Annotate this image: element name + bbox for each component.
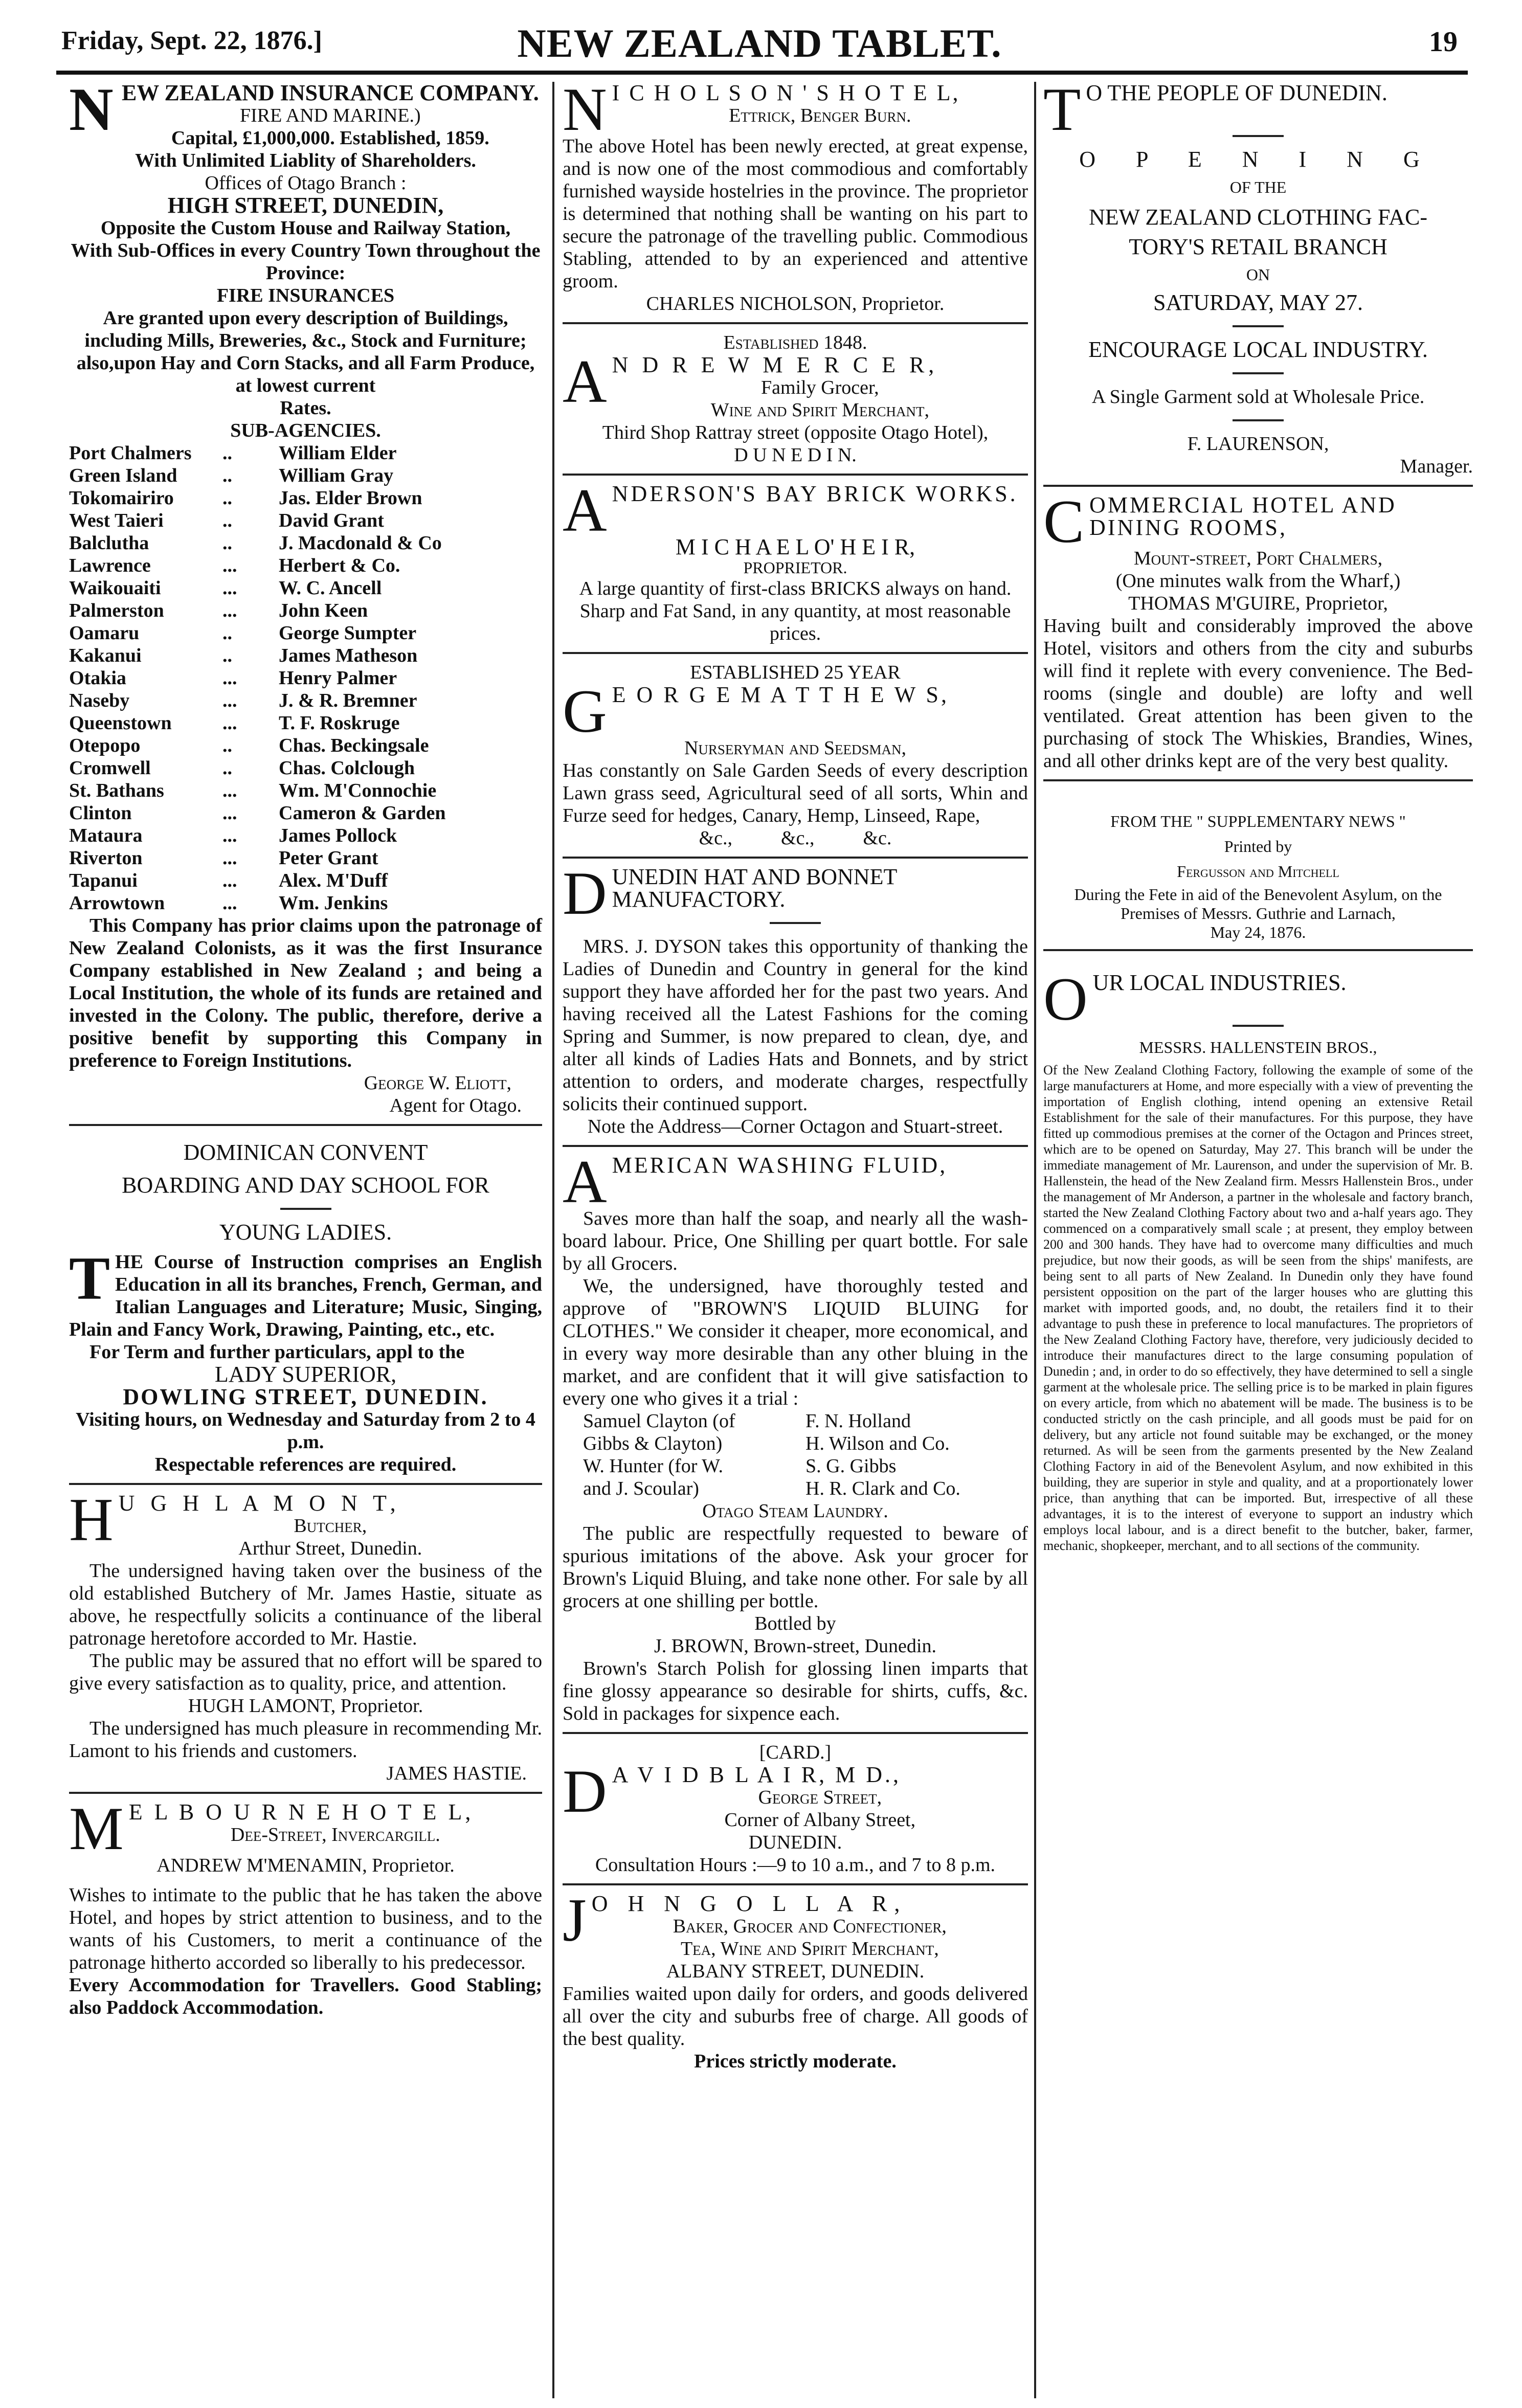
column-2 xyxy=(563,75,1028,2080)
office-location: Opposite the Custom House and Railway Station, xyxy=(100,217,511,239)
drop-cap: G xyxy=(563,677,607,745)
page-header xyxy=(61,20,1458,66)
agency-agent: Herbert & Co. xyxy=(279,555,400,576)
agency-agent: Alex. M'Duff xyxy=(279,870,388,891)
subagencies-heading: SUB-AGENCIES. xyxy=(230,420,381,441)
agency-leader: ... xyxy=(222,802,237,824)
ad-subtitle: FIRE AND MARINE.) xyxy=(240,105,421,126)
agency-agent: J. Macdonald & Co xyxy=(279,532,442,554)
agency-leader: ... xyxy=(222,667,237,689)
short-rule xyxy=(1233,135,1284,137)
short-rule xyxy=(1233,419,1284,421)
agency-agent: William Gray xyxy=(279,465,394,486)
drop-cap: T xyxy=(69,1244,110,1312)
agency-agent: W. C. Ancell xyxy=(279,577,382,599)
ad-body-4: Brown's Starch Polish for glossing linen imparts that fine glossy appearance so desirable for shirts, cuffs, &c. Sold in packages for sixpence each. xyxy=(563,1658,1028,1724)
agency-place: Oamaru xyxy=(69,622,140,644)
agency-leader: .. xyxy=(222,757,232,779)
ad-title: N D R E W M E R C E R, xyxy=(612,352,938,377)
ad-separator xyxy=(563,857,1028,859)
agency-leader: ... xyxy=(222,892,237,914)
testimonial-name: S. G. Gibbs xyxy=(805,1455,897,1477)
supplementary-news-note xyxy=(1043,812,1473,942)
ad-dominican-convent xyxy=(69,1141,542,1476)
proprietor: THOMAS M'GUIRE, Proprietor, xyxy=(1128,593,1388,614)
agency-leader: .. xyxy=(222,622,232,644)
agency-leader: .. xyxy=(222,510,232,531)
ad-separator xyxy=(563,474,1028,476)
agency-place: Tokomairiro xyxy=(69,487,174,509)
ad-commercial-hotel xyxy=(1043,487,1473,772)
ad-separator xyxy=(69,1792,542,1794)
factory-name: NEW ZEALAND CLOTHING FAC- xyxy=(1089,205,1427,230)
ad-title: I C H O L S O N ' S H O T E L, xyxy=(612,80,960,105)
trade-2: Tea, Wine and Spirit Merchant, xyxy=(680,1938,939,1960)
agency-place: Kakanui xyxy=(69,645,142,666)
address: Dee-Street, Invercargill. xyxy=(230,1824,440,1846)
ad-washing-fluid xyxy=(563,1147,1028,1725)
office-street: HIGH STREET, DUNEDIN, xyxy=(167,193,444,218)
town: D U N E D I N. xyxy=(734,444,857,466)
agency-row xyxy=(69,509,542,532)
drop-cap: C xyxy=(1043,487,1085,555)
agency-agent: Wm. M'Connochie xyxy=(279,780,437,801)
opening-date: SATURDAY, MAY 27. xyxy=(1153,290,1363,315)
ad-body: Families waited upon daily for orders, and goods delivered all over the city and suburbs free of charge. All goods of the best quality. xyxy=(563,1983,1028,2050)
agency-place: Cromwell xyxy=(69,757,151,779)
agency-agent: Jas. Elder Brown xyxy=(279,487,422,509)
agency-agent: Chas. Beckingsale xyxy=(279,735,429,756)
ad-nz-insurance xyxy=(69,75,542,1117)
town: DUNEDIN. xyxy=(748,1832,842,1853)
agency-row xyxy=(69,869,542,892)
short-rule xyxy=(280,1208,331,1210)
agency-place: Tapanui xyxy=(69,870,138,891)
agency-leader: ... xyxy=(222,712,237,734)
address: George Street, xyxy=(758,1787,882,1808)
visiting-hours: Visiting hours, on Wednesday and Saturday from 2 to 4 p.m. xyxy=(76,1409,535,1453)
ad-title: DOMINICAN CONVENT xyxy=(183,1140,428,1165)
agency-row xyxy=(69,712,542,734)
testimonial-row xyxy=(583,1455,1028,1477)
ad-dyson-hats xyxy=(563,859,1028,1138)
trade: Family Grocer, xyxy=(761,377,879,398)
article-subtitle: MESSRS. HALLENSTEIN BROS., xyxy=(1139,1038,1377,1056)
ad-andrew-mercer xyxy=(563,331,1028,466)
agency-leader: ... xyxy=(222,555,237,576)
testimonial-name: H. R. Clark and Co. xyxy=(805,1478,960,1499)
contact-name: LADY SUPERIOR, xyxy=(214,1362,397,1387)
ad-title: MERICAN WASHING FLUID, xyxy=(612,1153,948,1178)
agency-agent: James Pollock xyxy=(279,825,397,846)
ad-title: UNEDIN HAT AND BONNET MANUFACTORY. xyxy=(612,864,897,912)
slogan: ENCOURAGE LOCAL INDUSTRY. xyxy=(1088,337,1428,362)
agency-row xyxy=(69,892,542,914)
agency-leader: .. xyxy=(222,645,232,666)
short-rule xyxy=(770,922,821,924)
agency-place: Lawrence xyxy=(69,555,151,576)
ad-john-gollar xyxy=(563,1886,1028,2073)
ad-separator xyxy=(1043,949,1473,951)
page-number: 19 xyxy=(1429,26,1458,58)
agency-agent: J. & R. Bremner xyxy=(279,690,417,711)
agency-row xyxy=(69,644,542,667)
agency-leader: ... xyxy=(222,577,237,599)
agency-agent: Cameron & Garden xyxy=(279,802,446,824)
agency-leader: ... xyxy=(222,825,237,846)
address: Third Shop Rattray street (opposite Otago Hotel), xyxy=(602,422,989,443)
agency-place: Queenstown xyxy=(69,712,172,734)
address-note: Note the Address—Corner Octagon and Stuart-street. xyxy=(587,1116,1003,1137)
testimonial-laundry: Otago Steam Laundry. xyxy=(702,1500,888,1522)
ad-title: U G H L A M O N T, xyxy=(118,1491,401,1516)
ad-body: Wishes to intimate to the public that he has taken the above Hotel, and hopes by strict attention to business, and to the wants of his Customers, to merit a continuance of the patronage hitherto accorded so liberally to his predecessor. xyxy=(69,1884,542,1973)
address: Arthur Street, Dunedin. xyxy=(238,1538,422,1559)
drop-cap: A xyxy=(563,1147,607,1216)
agency-leader: ... xyxy=(222,600,237,621)
ad-body: The undersigned having taken over the business of the old established Butchery of Mr. James Hastie, situate as above, he respectfully solicits a continuance of the liberal patronage heretofore accorded to Mr. Hastie. xyxy=(69,1560,542,1649)
ad-separator xyxy=(563,1732,1028,1734)
agency-row xyxy=(69,824,542,847)
ad-george-matthews xyxy=(563,661,1028,849)
article-title: UR LOCAL INDUSTRIES. xyxy=(1092,970,1347,995)
ad-body-2: Sharp and Fat Sand, in any quantity, at most reasonable prices. xyxy=(579,600,1011,644)
short-rule xyxy=(1233,1025,1284,1027)
ad-title: A V I D B L A I R, M D., xyxy=(612,1762,902,1787)
agency-place: Arrowtown xyxy=(69,892,165,914)
agency-leader: ... xyxy=(222,870,237,891)
short-rule xyxy=(1233,372,1284,374)
note-date: May 24, 1876. xyxy=(1210,923,1306,941)
testimonial-name: F. N. Holland xyxy=(805,1410,911,1432)
agency-row xyxy=(69,847,542,869)
testimonial-row xyxy=(583,1477,1028,1500)
agency-row xyxy=(69,622,542,644)
agency-row xyxy=(69,667,542,689)
drop-cap: D xyxy=(563,1757,607,1825)
address: Ettrick, Benger Burn. xyxy=(729,105,911,126)
ad-separator xyxy=(563,652,1028,654)
agency-place: Otepopo xyxy=(69,735,141,756)
ad-body: A large quantity of first-class BRICKS always on hand. xyxy=(579,578,1012,599)
testimonial-row xyxy=(583,1410,1028,1432)
ad-body-2: We, the undersigned, have thoroughly tested and approve of "BROWN'S LIQUID BLUING for CLOTHES." We consider it cheaper, more economical, and in every way more desirable than any other bluing in the market, and are confident that it will give satisfaction to every one who gives it a trial : xyxy=(563,1275,1028,1409)
signature: CHARLES NICHOLSON, Proprietor. xyxy=(646,293,945,314)
agency-agent: William Elder xyxy=(279,442,397,464)
manager-name: F. LAURENSON, xyxy=(1187,433,1329,455)
agency-row xyxy=(69,532,542,554)
drop-cap: T xyxy=(1043,75,1081,143)
trade: Butcher, xyxy=(294,1515,367,1537)
ad-separator xyxy=(69,1124,542,1126)
card-label: [CARD.] xyxy=(759,1742,832,1763)
agency-row xyxy=(69,577,542,599)
ad-separator xyxy=(69,1483,542,1485)
ad-title: NDERSON'S BAY BRICK WORKS. xyxy=(612,481,1018,506)
ad-separator xyxy=(1043,779,1473,781)
column-rule-1 xyxy=(552,82,554,2398)
ad-body: The above Hotel has been newly erected, at great expense, and is now one of the most commodious and comfortably furnished wayside hostelries in the province. The proprietor is determined that nothing shall be wanting on his part to secure the patronage of the travelling public. Commodious Stabling, attended to by an experienced and attentive groom. xyxy=(563,136,1028,292)
note-printed: Printed by xyxy=(1224,837,1292,856)
ad-body-3: The public are respectfully requested to beware of spurious imitations of the above. Ask your grocer for Brown's Liquid Bluing, and take none other. For sale by all grocers at one shilling per bottle. xyxy=(563,1523,1028,1612)
agency-row xyxy=(69,734,542,757)
testimonial-name: Gibbs & Clayton) xyxy=(583,1433,723,1454)
agency-leader: ... xyxy=(222,780,237,801)
agency-agent: David Grant xyxy=(279,510,384,531)
owner-role: PROPRIETOR. xyxy=(743,558,847,577)
ad-etc: &c., &c., &c. xyxy=(699,827,892,849)
suboffices-line: With Sub-Offices in every Country Town throughout the Province: xyxy=(71,240,541,284)
agency-agent: Henry Palmer xyxy=(279,667,397,689)
ad-separator xyxy=(563,1883,1028,1885)
agency-agent: Peter Grant xyxy=(279,847,378,869)
column-1 xyxy=(69,75,542,2026)
ad-title-3: YOUNG LADIES. xyxy=(219,1220,392,1245)
drop-cap: A xyxy=(563,347,607,415)
signature-2: JAMES HASTIE. xyxy=(386,1763,527,1784)
testimonial-name: Samuel Clayton (of xyxy=(583,1410,735,1432)
ad-body-2: The public may be assured that no effort will be spared to give every satisfaction as to quality, price, and attention. xyxy=(69,1650,542,1694)
testimonial-name: and J. Scoular) xyxy=(583,1478,699,1499)
agency-row xyxy=(69,487,542,509)
ad-body: HE Course of Instruction comprises an English Education in all its branches, French, German, and Italian Languages and Literature; Music, Singing, Plain and Fancy Work, Drawing, Painting, etc., etc. xyxy=(69,1251,542,1340)
agency-place: Otakia xyxy=(69,667,126,689)
signature-role: Agent for Otago. xyxy=(389,1095,522,1116)
maker: J. BROWN, Brown-street, Dunedin. xyxy=(654,1635,936,1657)
drop-cap: H xyxy=(69,1486,114,1554)
agency-agent: George Sumpter xyxy=(279,622,417,644)
established: Established 1848. xyxy=(723,332,867,353)
address: DOWLING STREET, DUNEDIN. xyxy=(123,1384,488,1409)
ad-david-blair xyxy=(563,1741,1028,1876)
of-the: OF THE xyxy=(1229,178,1287,196)
signature: HUGH LAMONT, Proprietor. xyxy=(188,1695,423,1717)
ad-title-2: BOARDING AND DAY SCHOOL FOR xyxy=(122,1173,489,1198)
agency-place: Palmerston xyxy=(69,600,164,621)
address: ALBANY STREET, DUNEDIN. xyxy=(666,1961,925,1982)
opening-heading: O P E N I N G xyxy=(1079,147,1437,172)
agency-agent: James Matheson xyxy=(279,645,418,666)
pricing-note: A Single Garment sold at Wholesale Price. xyxy=(1091,386,1425,408)
ad-title: O THE PEOPLE OF DUNEDIN. xyxy=(1086,80,1387,105)
agency-agent: Chas. Colclough xyxy=(279,757,415,779)
factory-name-2: TORY'S RETAIL BRANCH xyxy=(1129,234,1387,259)
note-body: During the Fete in aid of the Benevolent Asylum, on the Premises of Messrs. Guthrie and Larnach, xyxy=(1074,885,1442,922)
agency-agent: Wm. Jenkins xyxy=(279,892,388,914)
fire-body: Are granted upon every description of Buildings, including Mills, Breweries, &c., Stock and Furniture; also,upon Hay and Corn Stacks, and all Farm Produce, at lowest current xyxy=(76,307,535,396)
article-local-industries xyxy=(1043,965,1473,1554)
ad-body: Saves more than half the soap, and nearly all the wash-board labour. Price, One Shilling per quart bottle. For sale by all Grocers. xyxy=(563,1208,1028,1274)
bottled-by: Bottled by xyxy=(754,1613,836,1634)
ad-body-2: For Term and further particulars, appl to the xyxy=(89,1341,465,1363)
agency-row xyxy=(69,442,542,464)
agency-leader: .. xyxy=(222,442,232,464)
ad-separator xyxy=(563,322,1028,324)
ad-title: NEW ZEALAND INSURANCE COMPANY. xyxy=(69,75,539,143)
references-note: Respectable references are required. xyxy=(154,1454,457,1475)
on-label: ON xyxy=(1246,265,1270,284)
address: Mount-street, Port Chalmers, xyxy=(1133,548,1383,569)
ad-footer: Every Accommodation for Travellers. Good Stabling; also Paddock Accommodation. xyxy=(69,1974,542,2018)
ad-body: This Company has prior claims upon the patronage of New Zealand Colonists, as it was the first Insurance Company established in New Zealand ; and being a Local Institution, the whole of its funds are retained and invested in the Colony. The public, therefore, derive a positive benefit by supporting this Company in preference to Foreign Institutions. xyxy=(69,915,542,1071)
ad-melbourne-hotel xyxy=(69,1794,542,2019)
trade: Baker, Grocer and Confectioner, xyxy=(673,1916,947,1937)
agency-place: West Taieri xyxy=(69,510,164,531)
drop-cap: O xyxy=(1043,965,1088,1033)
drop-cap: D xyxy=(563,859,607,927)
testimonial-list xyxy=(583,1410,1028,1500)
ad-title: O H N G O L L A R, xyxy=(591,1891,907,1916)
agency-place: Riverton xyxy=(69,847,143,869)
liability-line: With Unlimited Liablity of Shareholders. xyxy=(135,150,476,171)
ad-nicholsons-hotel xyxy=(563,75,1028,315)
ad-separator xyxy=(1043,485,1473,487)
agency-place: Mataura xyxy=(69,825,143,846)
drop-cap: A xyxy=(563,476,607,544)
ad-brick-works xyxy=(563,476,1028,645)
drop-cap: N xyxy=(563,75,607,143)
ad-title: OMMERCIAL HOTEL AND DINING ROOMS, xyxy=(1089,492,1397,540)
agency-row xyxy=(69,554,542,577)
consultation-hours: Consultation Hours :—9 to 10 a.m., and 7 to 8 p.m. xyxy=(595,1854,996,1876)
signature: George W. Eliott, xyxy=(364,1072,511,1094)
header-rule xyxy=(56,71,1468,75)
testimonial-name: H. Wilson and Co. xyxy=(805,1433,950,1454)
agency-row xyxy=(69,802,542,824)
column-rule-2 xyxy=(1034,82,1036,2398)
agency-row xyxy=(69,464,542,487)
agency-place: Waikouaiti xyxy=(69,577,161,599)
agency-agent: John Keen xyxy=(279,600,368,621)
ad-body: MRS. J. DYSON takes this opportunity of thanking the Ladies of Dunedin and Country in general for the kind support they have afforded her for the past two years. And having received all the Latest Fashions for the coming Spring and Summer, is now prepared to clean, dye, and alter all kinds of Ladies Hats and Bonnets, and by strict attention to orders, and moderate charges, respectfully solicits their continued support. xyxy=(563,936,1028,1115)
owner: M I C H A E L O' H E I R, xyxy=(675,534,915,559)
ad-title: E L B O U R N E H O T E L, xyxy=(128,1799,474,1825)
agency-row xyxy=(69,779,542,802)
rates-line: Rates. xyxy=(280,397,331,419)
agency-place: St. Bathans xyxy=(69,780,164,801)
fire-heading: FIRE INSURANCES xyxy=(216,285,395,306)
ad-title: E O R G E M A T T H E W S, xyxy=(612,682,950,707)
manager-role: Manager. xyxy=(1400,456,1473,477)
agency-leader: ... xyxy=(222,690,237,711)
agency-agent: T. F. Roskruge xyxy=(279,712,400,734)
trade-2: Wine and Spirit Merchant, xyxy=(710,399,929,421)
established: ESTABLISHED 25 YEAR xyxy=(690,662,901,683)
issue-date: Friday, Sept. 22, 1876.] xyxy=(61,26,322,55)
ad-body: Has constantly on Sale Garden Seeds of every description Lawn grass seed, Agricultural seed of all sorts, Whin and Furze seed for hedges, Canary, Hemp, Linseed, Rape, xyxy=(563,760,1028,826)
drop-cap: M xyxy=(69,1794,124,1862)
address-note: (One minutes walk from the Wharf,) xyxy=(1115,570,1401,592)
capital-line: Capital, £1,000,000. Established, 1859. xyxy=(171,127,489,149)
note-printers: Fergusson and Mitchell xyxy=(1177,862,1339,881)
ad-clothing-factory-opening xyxy=(1043,75,1473,478)
drop-cap: J xyxy=(563,1886,587,1954)
column-3 xyxy=(1043,75,1473,1561)
offices-line: Offices of Otago Branch : xyxy=(205,172,407,194)
agency-place: Port Chalmers xyxy=(69,442,192,464)
agency-row xyxy=(69,689,542,712)
agency-leader: .. xyxy=(222,735,232,756)
testimonial-name: W. Hunter (for W. xyxy=(583,1455,724,1477)
short-rule xyxy=(1233,325,1284,327)
drop-cap: N xyxy=(69,75,114,143)
agency-place: Balclutha xyxy=(69,532,149,554)
agency-leader: .. xyxy=(222,465,232,486)
proprietor: ANDREW M'MENAMIN, Proprietor. xyxy=(156,1855,455,1876)
ad-body-3: The undersigned has much pleasure in recommending Mr. Lamont to his friends and customers. xyxy=(69,1718,542,1762)
agency-row xyxy=(69,599,542,622)
note-heading: FROM THE " SUPPLEMENTARY NEWS " xyxy=(1110,812,1406,830)
agency-place: Green Island xyxy=(69,465,177,486)
article-body: Of the New Zealand Clothing Factory, following the example of some of the large manufacturers at Home, and more especially with a view of preventing the importation of English clothing, intend opening an extensive Retail Establishment for the sale of their manufactures. For this purpose, they have fitted up commodious premises at the corner of the Octagon and Princes street, which are to be opened on Saturday, May 27. This branch will be under the immediate management of Mr. Laurenson, and under the supervision of Mr. B. Hallenstein, the head of the New Zealand firm. Messrs Hallenstein Bros., under the management of Mr Anderson, a partner in the wholesale and factory branch, started the New Zealand Clothing Factory about two and a-half years ago. They commenced on a comparatively small scale ; at present, they employ between 200 and 300 hands. They have had to overcome many difficulties and much prejudice, but now their goods, as will be seen from the ships' manifests, are being sent to all parts of New Zealand. In Dunedin only they have found persistent opposition on the part of the larger houses who are glutting this market with imported goods, and, no doubt, the retailers find it to their advantage to push these in preference to local manufactures. The proprietors of the New Zealand Clothing Factory have, therefore, very judiciously decided to introduce their manufactures direct to the large consuming population of Dunedin ; and, in order to do so effectively, they have determined to sell a single garment at the wholesale price. The selling price is to be marked in plain figures on every article, from which no abatement will be made. The business is to be conducted strictly on the cash principle, and all goods must be paid for on delivery, but any article not found suitable may be exchanged, or the money returned. As will be seen from the garments presented by the New Zealand Clothing Factory in aid of the Benevolent Asylum, and now exhibited in this building, they are superior in style and quality, and at a proportionately lower price, than anything that can be imported. But, irrespective of all these advantages, it is to the interest of everyone to support an industry which employs local labour, and is a direct benefit to the butcher, baker, farmer, mechanic, shopkeeper, merchant, and to all sections of the community. xyxy=(1043,1063,1473,1553)
ad-separator xyxy=(563,1145,1028,1147)
trade: Nurseryman and Seedsman, xyxy=(684,737,907,759)
agency-place: Clinton xyxy=(69,802,132,824)
agency-list xyxy=(69,442,542,914)
agency-row xyxy=(69,757,542,779)
masthead: NEW ZEALAND TABLET. xyxy=(517,21,1002,65)
agency-place: Naseby xyxy=(69,690,130,711)
address-2: Corner of Albany Street, xyxy=(724,1809,916,1831)
ad-footer: Prices strictly moderate. xyxy=(694,2051,897,2072)
ad-hugh-lamont xyxy=(69,1486,542,1785)
testimonial-row xyxy=(583,1432,1028,1455)
agency-leader: .. xyxy=(222,487,232,509)
agency-leader: ... xyxy=(222,847,237,869)
agency-leader: .. xyxy=(222,532,232,554)
ad-body: Having built and considerably improved the above Hotel, visitors and others from the city and suburbs will find it replete with every convenience. The Bed-rooms (single and double) are lofty and well ventilated. Great attention has been given to the purchasing of stock The Whiskies, Brandies, Wines, and all other drinks kept are of the very best quality. xyxy=(1043,615,1473,772)
